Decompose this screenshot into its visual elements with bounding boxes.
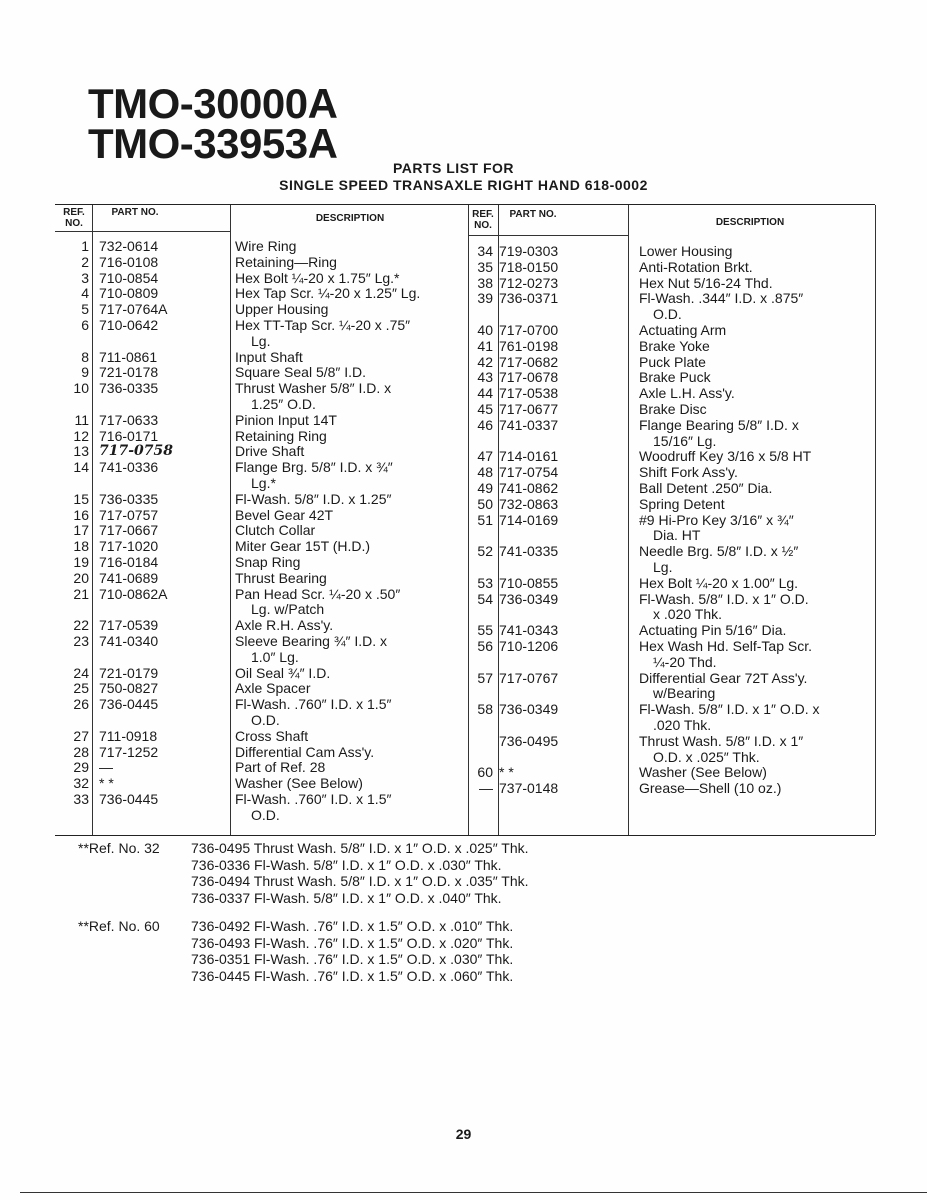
- part-number: —: [99, 759, 113, 776]
- note-line: 736-0494 Thrust Wash. 5/8″ I.D. x 1″ O.D. x .035″ Thk.: [191, 873, 529, 889]
- part-description: Hex Wash Hd. Self-Tap Scr.: [639, 638, 812, 654]
- part-number: 741-0862: [499, 480, 559, 496]
- part-description: Input Shaft: [235, 348, 303, 365]
- part-description: 1.25″ O.D.: [251, 396, 316, 412]
- ref-number: 26: [73, 696, 89, 713]
- part-description: Thrust Bearing: [235, 569, 327, 586]
- part-number: 721-0178: [99, 364, 159, 381]
- part-description: Hex Tap Scr. ¼-20 x 1.25″ Lg.: [235, 285, 421, 302]
- ref-number: 44: [477, 385, 493, 402]
- ref-number: 22: [73, 617, 89, 634]
- ref-number: 23: [73, 633, 89, 649]
- transaxle-heading: SINGLE SPEED TRANSAXLE RIGHT HAND 618-0002: [279, 177, 648, 193]
- part-number: 717-0757: [99, 506, 159, 523]
- ref-number: 42: [477, 353, 493, 370]
- part-number: 741-0337: [499, 416, 559, 433]
- part-description: Fl-Wash. .760″ I.D. x 1.5″: [235, 696, 392, 713]
- part-description: w/Bearing: [653, 685, 716, 702]
- part-description: Needle Brg. 5/8″ I.D. x ½″: [639, 543, 799, 560]
- part-description: Washer (See Below): [235, 775, 363, 792]
- ref-number: 6: [81, 317, 89, 333]
- ref-number: 32: [73, 775, 89, 792]
- part-number: 717-0767: [499, 669, 559, 686]
- part-number: 712-0273: [499, 274, 559, 291]
- part-number: 716-0171: [99, 427, 159, 444]
- part-number: 736-0445: [99, 696, 159, 713]
- ref-number: 29: [73, 759, 89, 776]
- part-number: 732-0614: [99, 238, 159, 254]
- part-description: Thrust Wash. 5/8″ I.D. x 1″: [639, 732, 804, 749]
- part-number: 741-0335: [499, 543, 559, 560]
- page-number: 29: [455, 1126, 472, 1142]
- ref-number: 27: [73, 727, 89, 744]
- part-number: 716-0108: [99, 253, 159, 270]
- part-number: 736-0445: [99, 791, 159, 807]
- part-number: 761-0198: [499, 337, 559, 354]
- ref-number: 38: [477, 274, 493, 291]
- part-number: 717-0764A: [99, 301, 168, 318]
- part-number: 710-0855: [499, 574, 559, 591]
- part-number: 717-0667: [99, 522, 159, 539]
- ref-number: 21: [73, 585, 89, 602]
- ref-number: 20: [73, 569, 89, 586]
- ref-number: 1: [81, 238, 89, 254]
- part-description: Bevel Gear 42T: [235, 506, 334, 523]
- ref-number: 54: [477, 590, 493, 607]
- ref-number: 58: [477, 701, 493, 718]
- part-description: O.D.: [251, 712, 280, 728]
- part-description: Drive Shaft: [235, 443, 305, 460]
- part-number: 732-0863: [499, 495, 559, 512]
- part-description: Upper Housing: [235, 301, 329, 318]
- part-no-header-right: PART NO.: [509, 209, 557, 220]
- part-description: Wire Ring: [235, 238, 297, 254]
- part-description: Ball Detent .250″ Dia.: [639, 480, 773, 496]
- ref-number: 50: [477, 495, 493, 512]
- ref-number: 17: [73, 522, 89, 539]
- ref-number: 47: [477, 448, 493, 465]
- part-number: 741-0340: [99, 633, 159, 649]
- part-number: 717-0700: [499, 322, 559, 338]
- part-number: 716-0184: [99, 554, 159, 570]
- part-description: Brake Disc: [639, 401, 707, 417]
- note-line: 736-0492 Fl-Wash. .76″ I.D. x 1.5″ O.D. x .010″ Thk.: [191, 918, 514, 934]
- ref-number: 5: [81, 301, 89, 318]
- part-description: Shift Fork Ass'y.: [639, 464, 738, 481]
- ref-number: 57: [477, 669, 493, 686]
- ref-number: 11: [74, 411, 89, 428]
- note-label: **Ref. No. 60: [78, 918, 160, 934]
- part-description: ¼-20 Thd.: [653, 653, 717, 670]
- part-number: 710-1206: [499, 638, 559, 654]
- ref-number: 4: [81, 285, 89, 302]
- part-number: 717-0539: [99, 617, 159, 634]
- part-description: 1.0″ Lg.: [251, 648, 299, 665]
- part-number: 736-0495: [499, 732, 559, 749]
- part-description: Lg.: [251, 332, 271, 349]
- ref-number: 43: [477, 369, 493, 386]
- ref-no-header: REF. NO.: [63, 207, 85, 229]
- part-number: 717-0758: [99, 443, 173, 460]
- part-number: 717-1252: [99, 743, 159, 760]
- part-description: Lower Housing: [639, 243, 733, 259]
- part-number: 710-0854: [99, 269, 159, 286]
- part-description: Hex Bolt ¼-20 x 1.75″ Lg.*: [235, 269, 400, 286]
- note-line: 736-0351 Fl-Wash. .76″ I.D. x 1.5″ O.D. x .030″ Thk.: [191, 951, 514, 967]
- ref-number: 28: [73, 743, 89, 760]
- description-header: DESCRIPTION: [315, 213, 385, 224]
- part-number: 741-0343: [499, 622, 559, 639]
- part-number: 714-0169: [499, 511, 559, 528]
- part-number: 717-0682: [499, 353, 559, 370]
- part-no-header: PART NO.: [111, 207, 159, 218]
- part-number: 736-0371: [499, 290, 559, 307]
- part-number: 718-0150: [499, 258, 559, 275]
- note-line: 736-0493 Fl-Wash. .76″ I.D. x 1.5″ O.D. x .020″ Thk.: [191, 934, 514, 951]
- ref-number: 33: [73, 791, 89, 807]
- part-number: 719-0303: [499, 243, 559, 259]
- part-description: Fl-Wash. 5/8″ I.D. x 1″ O.D.: [639, 590, 809, 607]
- part-description: O.D.: [653, 306, 682, 323]
- ref-number: 40: [477, 322, 493, 338]
- part-description: Sleeve Bearing ¾″ I.D. x: [235, 633, 388, 649]
- model-title-2: TMO-33953A: [88, 120, 338, 167]
- part-number: 736-0335: [99, 490, 159, 507]
- ref-number: 39: [477, 290, 493, 307]
- ref-number: 16: [73, 506, 89, 523]
- part-description: Grease—Shell (10 oz.): [639, 780, 782, 797]
- note-line: 736-0445 Fl-Wash. .76″ I.D. x 1.5″ O.D. x .060″ Thk.: [191, 967, 514, 984]
- part-description: Pan Head Scr. ¼-20 x .50″: [235, 585, 401, 602]
- part-description: Hex TT-Tap Scr. ¼-20 x .75″: [235, 317, 411, 333]
- part-description: Axle Spacer: [235, 680, 311, 697]
- part-number: * *: [499, 764, 514, 781]
- part-description: Retaining—Ring: [235, 253, 337, 270]
- part-number: 736-0349: [499, 590, 559, 607]
- ref-number: 51: [477, 511, 493, 528]
- ref-number: 19: [73, 554, 89, 570]
- ref-number: 52: [477, 543, 493, 560]
- model-title-1: TMO-30000A: [88, 80, 338, 127]
- part-description: Lg.*: [251, 475, 276, 491]
- part-description: Lg.: [653, 559, 673, 575]
- part-description: Flange Bearing 5/8″ I.D. x: [639, 416, 799, 433]
- ref-no-header-right: REF. NO.: [472, 209, 494, 231]
- part-description: 15/16″ Lg.: [653, 432, 717, 449]
- part-description: Axle R.H. Ass'y.: [235, 617, 334, 634]
- ref-number: 55: [477, 622, 493, 639]
- part-description: Miter Gear 15T (H.D.): [235, 538, 371, 555]
- ref-number: 10: [73, 380, 89, 397]
- ref-number: 46: [477, 416, 493, 433]
- part-description: #9 Hi-Pro Key 3/16″ x ¾″: [639, 511, 794, 528]
- part-description: Hex Nut 5/16-24 Thd.: [639, 274, 773, 291]
- ref-number: 25: [73, 680, 89, 697]
- bottom-rule: [20, 1192, 927, 1193]
- part-number: 736-0349: [499, 701, 559, 718]
- ref-number: 3: [81, 269, 89, 286]
- part-description: Puck Plate: [639, 353, 706, 370]
- part-description: Thrust Washer 5/8″ I.D. x: [235, 380, 392, 397]
- ref-number: 9: [81, 364, 89, 381]
- part-description: Fl-Wash. .344″ I.D. x .875″: [639, 290, 804, 307]
- part-description: Clutch Collar: [235, 522, 316, 539]
- part-description: Dia. HT: [653, 527, 701, 544]
- part-description: x .020 Thk.: [653, 606, 723, 623]
- part-description: Spring Detent: [639, 495, 725, 512]
- ref-number: 14: [73, 459, 89, 476]
- part-description: Hex Bolt ¼-20 x 1.00″ Lg.: [639, 574, 799, 591]
- part-description: Actuating Pin 5/16″ Dia.: [639, 622, 787, 639]
- ref-number: 8: [81, 348, 89, 365]
- ref-number: 48: [477, 464, 493, 481]
- part-description: Brake Yoke: [639, 337, 710, 354]
- part-description: Lg. w/Patch: [251, 601, 325, 618]
- part-description: O.D. x .025″ Thk.: [653, 748, 760, 765]
- part-description: Retaining Ring: [235, 427, 327, 444]
- part-number: 737-0148: [499, 780, 559, 797]
- part-description: Part of Ref. 28: [235, 759, 326, 776]
- part-number: 717-0633: [99, 411, 159, 428]
- part-number: 710-0809: [99, 285, 159, 302]
- part-number: 711-0861: [99, 348, 158, 365]
- ref-number: 24: [73, 664, 89, 681]
- part-description: Snap Ring: [235, 554, 301, 570]
- ref-number: 41: [477, 337, 493, 354]
- part-description: O.D.: [251, 806, 280, 823]
- ref-number: 49: [477, 480, 493, 496]
- part-number: 714-0161: [499, 448, 559, 465]
- part-number: 710-0862A: [99, 585, 168, 602]
- ref-number: 34: [477, 243, 493, 259]
- part-description: Fl-Wash. 5/8″ I.D. x 1″ O.D. x: [639, 701, 820, 718]
- ref-number: 35: [477, 258, 493, 275]
- part-number: 717-1020: [99, 538, 159, 555]
- part-description: .020 Thk.: [653, 717, 712, 733]
- part-description: Actuating Arm: [639, 322, 727, 338]
- parts-table: [55, 204, 875, 836]
- part-description: Washer (See Below): [639, 764, 767, 781]
- part-description: Brake Puck: [639, 369, 711, 386]
- part-number: 717-0754: [499, 464, 559, 481]
- part-number: 741-0689: [99, 569, 159, 586]
- part-number: * *: [99, 775, 114, 792]
- description-header-right: DESCRIPTION: [715, 217, 785, 228]
- part-number: 741-0336: [99, 459, 159, 476]
- part-description: Flange Brg. 5/8″ I.D. x ¾″: [235, 459, 393, 476]
- part-number: 736-0335: [99, 380, 159, 397]
- part-description: Axle L.H. Ass'y.: [639, 385, 735, 402]
- part-number: 717-0538: [499, 385, 559, 402]
- ref-number: 18: [73, 538, 89, 555]
- part-description: Woodruff Key 3/16 x 5/8 HT: [639, 448, 812, 465]
- note-line: 736-0336 Fl-Wash. 5/8″ I.D. x 1″ O.D. x .030″ Thk.: [191, 856, 502, 873]
- part-description: Cross Shaft: [235, 727, 309, 744]
- note-label: **Ref. No. 32: [78, 840, 160, 856]
- ref-number: 13: [73, 443, 89, 460]
- part-number: 710-0642: [99, 317, 159, 333]
- ref-number: 53: [477, 574, 493, 591]
- part-number: 711-0918: [99, 727, 158, 744]
- part-number: 717-0677: [499, 401, 559, 417]
- note-line: 736-0495 Thrust Wash. 5/8″ I.D. x 1″ O.D. x .025″ Thk.: [191, 840, 529, 856]
- ref-number: 15: [73, 490, 89, 507]
- parts-list-heading: PARTS LIST FOR: [392, 160, 515, 176]
- ref-number: 2: [81, 253, 89, 270]
- part-description: Differential Cam Ass'y.: [235, 743, 375, 760]
- part-description: Anti-Rotation Brkt.: [639, 258, 753, 275]
- part-description: Pinion Input 14T: [235, 411, 337, 428]
- part-description: Fl-Wash. 5/8″ I.D. x 1.25″: [235, 490, 392, 507]
- ref-number: 45: [477, 401, 493, 417]
- part-number: 717-0678: [499, 369, 559, 386]
- ref-number: 56: [477, 638, 493, 654]
- part-description: Square Seal 5/8″ I.D.: [235, 364, 367, 381]
- part-description: Oil Seal ¾″ I.D.: [235, 664, 331, 681]
- part-number: 750-0827: [99, 680, 159, 697]
- note-line: 736-0337 Fl-Wash. 5/8″ I.D. x 1″ O.D. x .040″ Thk.: [191, 889, 502, 906]
- part-description: Differential Gear 72T Ass'y.: [639, 669, 808, 686]
- part-description: Fl-Wash. .760″ I.D. x 1.5″: [235, 791, 392, 807]
- ref-number: 12: [73, 427, 89, 444]
- ref-number: 60: [477, 764, 493, 781]
- ref-number: —: [479, 780, 493, 797]
- part-number: 721-0179: [99, 664, 159, 681]
